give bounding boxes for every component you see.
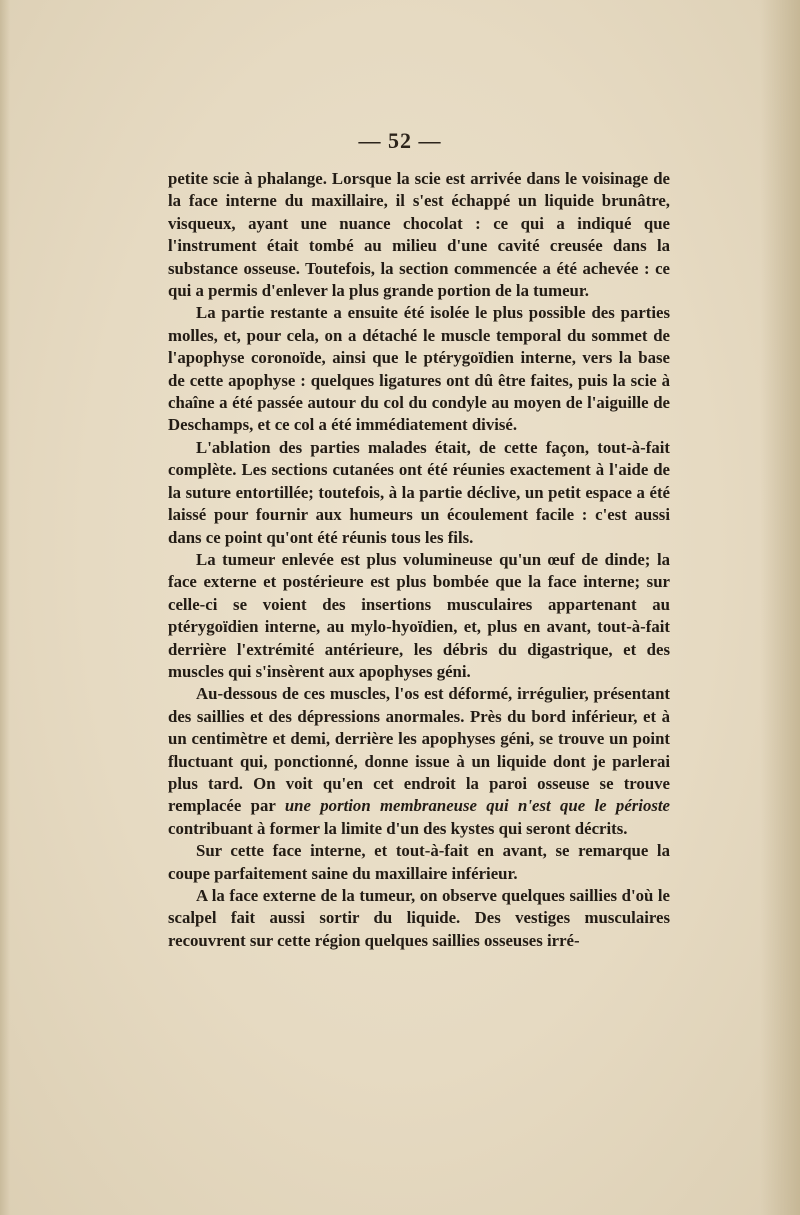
paragraph-text: Au-dessous de ces muscles, l'os est déformé, irrégulier, présentant des saillies et des dépressions anormales. Près du bord inférieur, et à un centimètre et demi, derrière les apophyses géni, se trouve un point fluctuant qui, ponctionné, donne issue à un liquide dont je parlerai plus tard. On voit qu'en cet endroit la paroi osseuse se trouve remplacée par [168,684,670,816]
paragraph-text: Sur cette face interne, et tout-à-fait en avant, se remarque la coupe parfaitement saine du maxillaire inférieur. [168,841,670,883]
paragraph-text: La tumeur enlevée est plus volumineuse qu'un œuf de dinde; la face externe et postérieure est plus bombée que la face interne; sur celle-ci se voient des insertions musculaires appartenant au ptérygoïdien interne, au mylo-hyoïdien, et, plus en avant, tout-à-fait derrière l'extrémité antérieure, les débris du digastrique, et des muscles qui s'insèrent aux apophyses géni. [168,549,670,681]
paragraph-text: contribuant à former la limite d'un des kystes qui seront décrits. [168,818,628,838]
italic-phrase: une portion membraneuse qui n'est que le périoste [284,796,670,816]
page-right-edge-shadow [760,0,800,1215]
paragraph-text: petite scie à phalange. Lorsque la scie est arrivée dans le voisinage de la face interne du maxillaire, il s'est échappé un liquide brunâtre, visqueux, ayant une nuance chocolat : ce qui a indiqué que l'instrument était tombé au milieu d'une cavité creusée dans la substance osseuse. Toutefois, la section commencée a été achevée : ce qui a permis d'enlever la plus grande portion de la tumeur. [168,169,670,301]
paragraph-4 [168,549,670,683]
page-number: — 52 — [358,128,442,153]
paragraph-text: A la face externe de la tumeur, on observe quelques saillies d'où le scalpel fait aussi sortir du liquide. Des vestiges musculaires recouvrent sur cette région quelques saillies osseuses irré- [168,886,670,950]
paragraph-2 [168,302,670,436]
body-text [168,168,670,952]
paragraph-6 [168,840,670,885]
paragraph-1 [168,168,670,302]
page-left-edge-shadow [0,0,10,1215]
paragraph-3 [168,437,670,549]
paragraph-text: La partie restante a ensuite été isolée le plus possible des parties molles, et, pour cela, on a détaché le muscle temporal du sommet de l'apophyse coronoïde, ainsi que le ptérygoïdien interne, vers la base de cette apophyse : quelques ligatures ont dû être faites, puis la scie à chaîne a été passée autour du col du condyle au moyen de l'aiguille de Deschamps, et ce col a été immédiatement divisé. [168,303,670,435]
paragraph-text: L'ablation des parties malades était, de cette façon, tout-à-fait complète. Les sections cutanées ont été réunies exactement à l'aide de la suture entortillée; toutefois, à la partie déclive, un petit espace a été laissé pour fournir aux humeurs un écoulement facile : c'est aussi dans ce point qu'ont été réunis tous les fils. [168,437,670,547]
paragraph-7 [168,885,670,952]
paragraph-5 [168,683,670,840]
